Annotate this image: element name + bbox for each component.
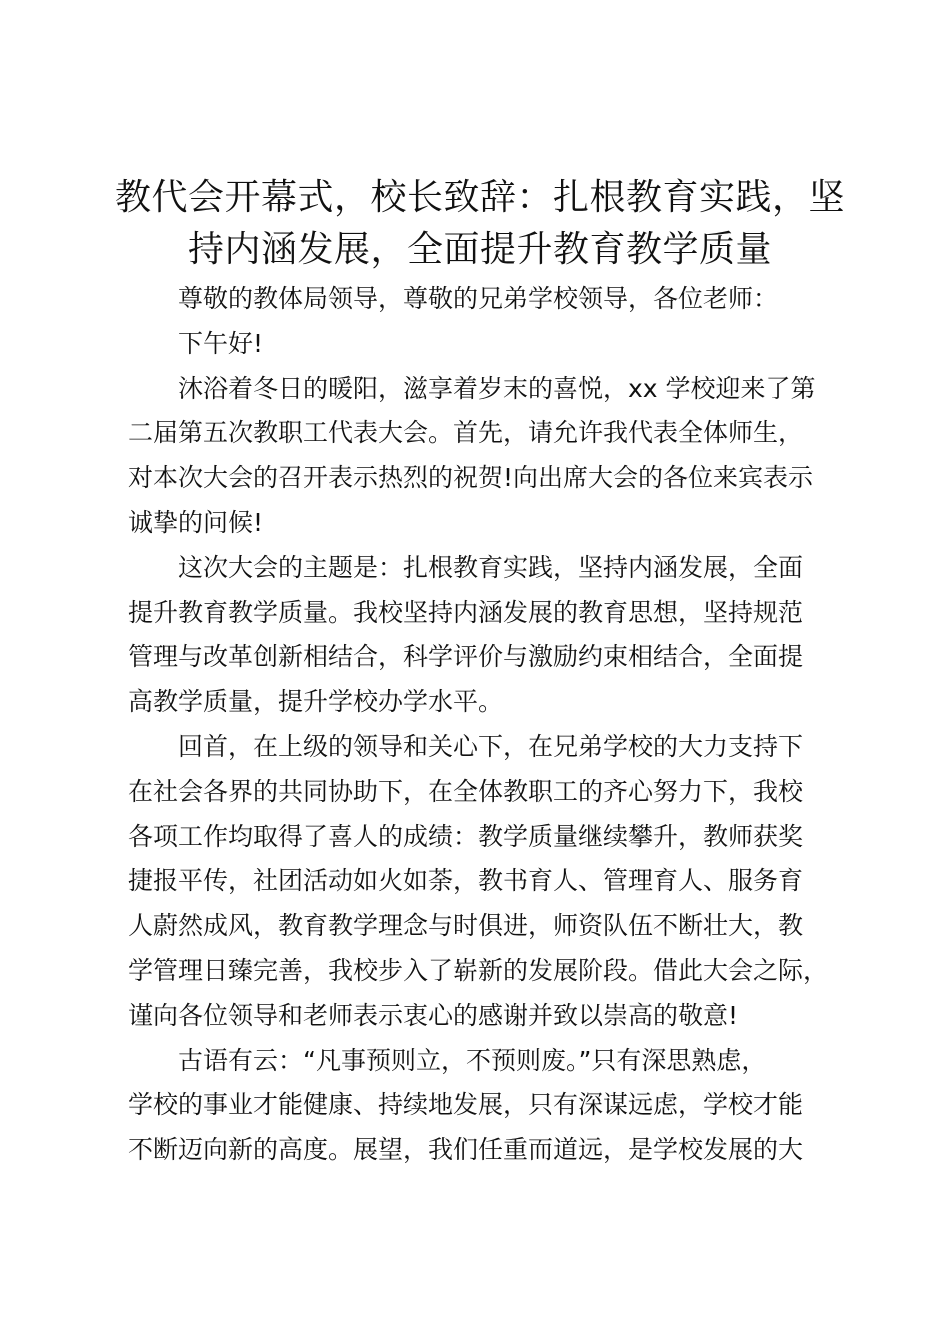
- text-line: 尊敬的教体局领导，尊敬的兄弟学校领导，各位老师：: [178, 284, 779, 313]
- text-line: 高教学质量，提升学校办学水平。: [128, 687, 504, 717]
- text-line: 提升教育教学质量。我校坚持内涵发展的教育思想，坚持规范: [128, 597, 804, 627]
- text-line: 下午好!: [178, 328, 264, 358]
- text-line: 沐浴着冬日的暖阳，滋享着岁末的喜悦，xx 学校迎来了第: [178, 373, 816, 403]
- text-line: 二届第五次教职工代表大会。首先，请允许我代表全体师生，: [128, 418, 804, 448]
- text-line: 古语有云：“凡事预则立，不预则废。”只有深思熟虑，: [178, 1045, 767, 1075]
- text-line: 在社会各界的共同协助下，在全体教职工的齐心努力下，我校: [128, 776, 804, 806]
- text-line: 谨向各位领导和老师表示衷心的感谢并致以崇高的敬意!: [128, 1000, 739, 1030]
- text-line: 不断迈向新的高度。展望，我们任重而道远，是学校发展的大: [128, 1135, 804, 1165]
- text-line: 这次大会的主题是：扎根教育实践，坚持内涵发展，全面: [178, 552, 804, 582]
- text-line: 管理与改革创新相结合，科学评价与激励约束相结合，全面提: [128, 642, 804, 672]
- text-line: 诚挚的问候!: [128, 507, 264, 537]
- body-paragraph: [128, 546, 838, 725]
- text-line: 人蔚然成风，教育教学理念与时俱进，师资队伍不断壮大，教: [128, 911, 804, 941]
- title-line: 持内涵发展，全面提升教育教学质量: [187, 229, 772, 270]
- body-paragraph: [128, 725, 838, 1039]
- text-line: 各项工作均取得了喜人的成绩：教学质量继续攀升，教师获奖: [128, 821, 804, 851]
- document-title: [100, 172, 860, 276]
- text-line: 学校的事业才能健康、持续地发展，只有深谋远虑，学校才能: [128, 1090, 804, 1120]
- body-paragraph: [128, 367, 838, 546]
- body-paragraph: [128, 1039, 838, 1173]
- title-line: 教代会开幕式，校长致辞：扎根教育实践，坚: [114, 177, 845, 218]
- greeting-paragraph: [128, 322, 838, 367]
- text-line: 对本次大会的召开表示热烈的祝贺!向出席大会的各位来宾表示: [128, 463, 814, 493]
- text-line: 捷报平传，社团活动如火如荼，教书育人、管理育人、服务育: [128, 866, 804, 896]
- text-line: 学管理日臻完善，我校步入了崭新的发展阶段。借此大会之际，: [128, 955, 829, 985]
- document-body: [128, 277, 838, 1173]
- text-line: 回首，在上级的领导和关心下，在兄弟学校的大力支持下: [178, 731, 804, 761]
- salutation-paragraph: [128, 277, 838, 322]
